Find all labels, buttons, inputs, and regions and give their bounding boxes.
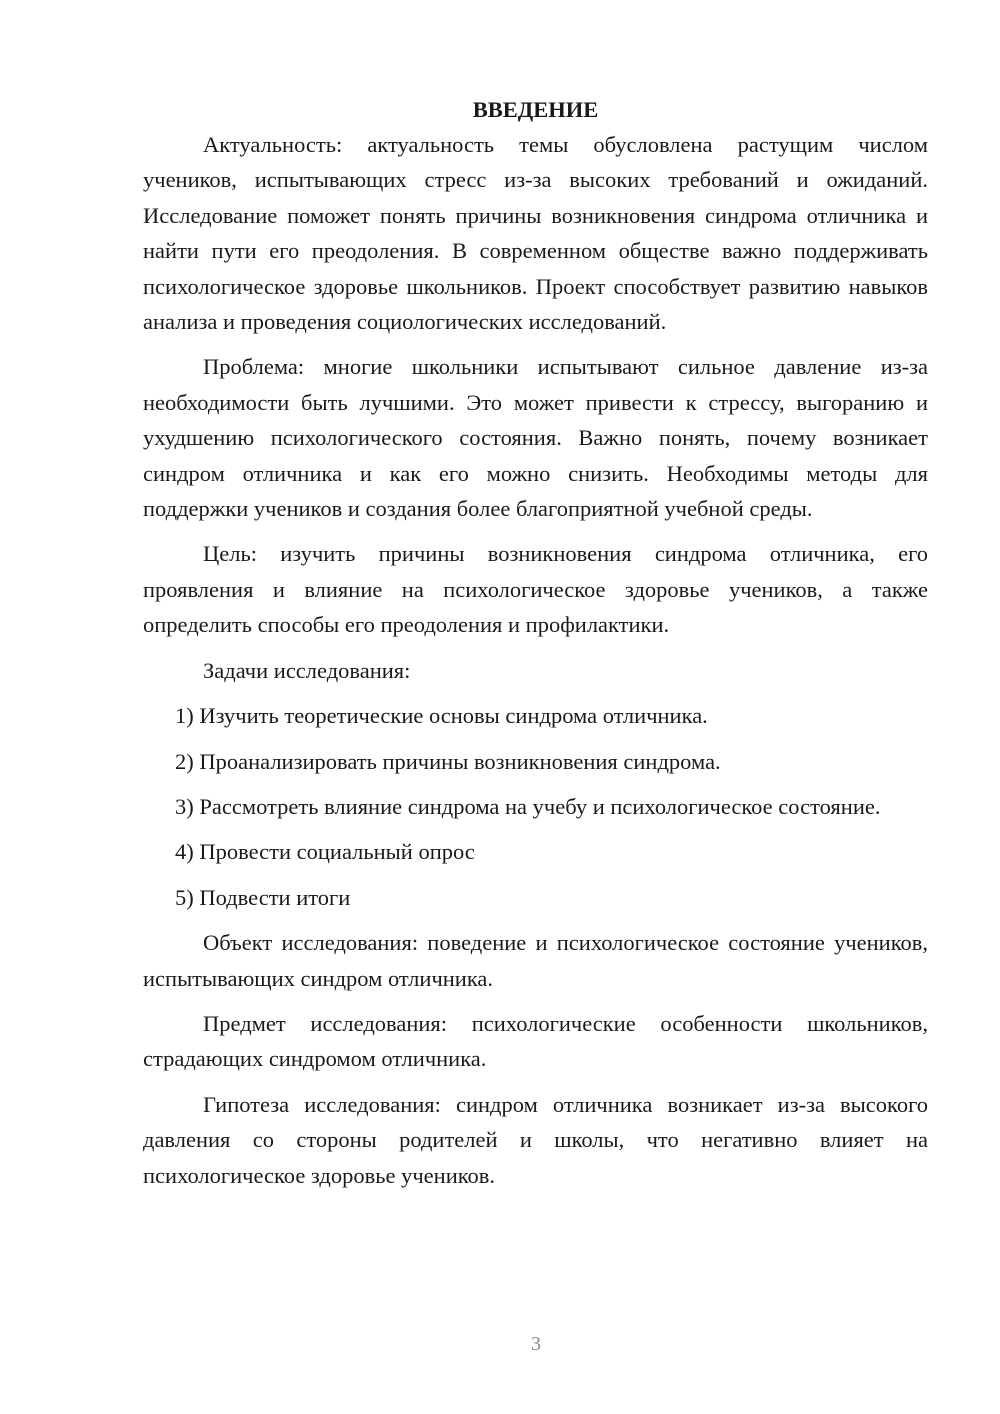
paragraph-object: Объект исследования: поведение и психологическое состояние учеников, испытывающих синдром отличника. (143, 930, 928, 991)
paragraph-hypothesis: Гипотеза исследования: синдром отличника возникает из-за высокого давления со стороны родителей и школы, что негативно влияет на психологическое здоровье учеников. (143, 1091, 928, 1188)
task-item-4: 4) Провести социальный опрос (175, 839, 475, 865)
task-item-3: 3) Рассмотреть влияние синдрома на учебу и психологическое состояние. (175, 793, 881, 819)
task-item-2: 2) Проанализировать причины возникновения синдрома. (175, 748, 721, 774)
document-body (143, 92, 928, 1193)
tasks-heading: Задачи исследования: (203, 657, 411, 683)
paragraph-subject: Предмет исследования: психологические особенности школьников, страдающих синдромом отличника. (143, 1010, 928, 1072)
paragraph-problem: Проблема: многие школьники испытывают сильное давление из-за необходимости быть лучшими. Это может привести к стрессу, выгоранию и ухудшению психологического состояния. Важно понять, почему возникает синдром отличника и как его можно снизить. Необходимы методы для поддержки учеников и создания более благоприятной учебной среды. (143, 354, 928, 522)
task-item-1: 1) Изучить теоретические основы синдрома отличника. (175, 703, 708, 729)
page-number: 3 (531, 1333, 541, 1355)
page-title: ВВЕДЕНИЕ (472, 97, 599, 122)
paragraph-goal: Цель: изучить причины возникновения синдрома отличника, его проявления и влияние на психологическое здоровье учеников, а также определить способы его преодоления и профилактики. (143, 541, 928, 638)
task-item-5: 5) Подвести итоги (175, 884, 351, 910)
paragraph-relevance: Актуальность: актуальность темы обусловлена растущим числом учеников, испытывающих стресс из-за высоких требований и ожиданий. Исследование поможет понять причины возникновения синдрома отличника и найти пути его преодоления. В современном обществе важно поддерживать психологическое здоровье школьников. Проект способствует развитию навыков анализа и проведения социологических исследований. (143, 132, 928, 335)
